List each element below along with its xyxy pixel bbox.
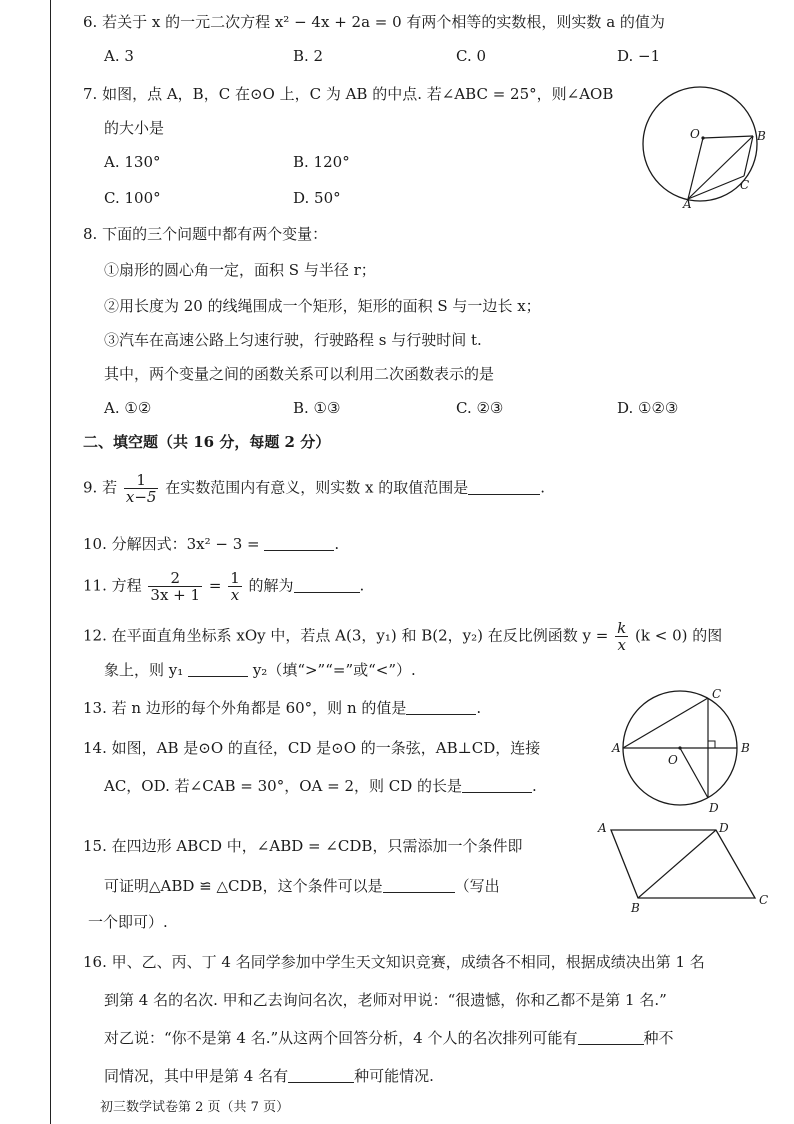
q12-line2 — [104, 660, 416, 680]
q15-line2 — [104, 876, 500, 896]
q11-line — [83, 570, 364, 603]
q14-center-dot — [678, 746, 681, 749]
q15-label-a: A — [598, 821, 607, 835]
q7-segment-ac — [688, 176, 744, 199]
q8-question: 其中，两个变量之间的函数关系可以利用二次函数表示的是 — [104, 365, 495, 383]
q16-answer-blank-2[interactable] — [288, 1068, 354, 1083]
q14-answer-blank[interactable] — [462, 778, 532, 793]
q16-line4 — [104, 1066, 434, 1086]
q9-fraction-den: x−5 — [125, 488, 157, 506]
q11-end: . — [359, 576, 365, 595]
q12-line2-a: 象上，则 y₁ — [104, 661, 184, 679]
q14-line2 — [104, 776, 537, 796]
q14-label-b: B — [741, 741, 750, 755]
q7-option-a: A. 130° — [104, 153, 161, 171]
q12-post: (k < 0) 的图 — [635, 626, 723, 645]
q9-line — [83, 472, 545, 505]
q11-fraction-left-den: 3x + 1 — [150, 586, 201, 604]
q10-line — [83, 534, 339, 554]
q13-end: . — [476, 699, 482, 717]
q16-line3-tail: 种不 — [643, 1029, 674, 1047]
q16-line3 — [104, 1028, 674, 1048]
q7-segment-ob — [703, 136, 753, 138]
q14-line1: 14. 如图，AB 是⊙O 的直径，CD 是⊙O 的一条弦，AB⊥CD，连接 — [83, 739, 541, 757]
q12-answer-blank[interactable] — [188, 662, 248, 677]
q12-pre: 12. 在平面直角坐标系 xOy 中，若点 A(3，y₁) 和 B(2，y₂) 在反比例函数 y = — [83, 626, 609, 645]
q6-stem: 6. 若关于 x 的一元二次方程 x² − 4x + 2a = 0 有两个相等的实数根，则实数 a 的值为 — [83, 13, 665, 31]
q6-option-c: C. 0 — [456, 47, 487, 65]
q7-segment-oa — [688, 138, 703, 199]
q14-circle-figure — [610, 688, 760, 818]
q12-line2-b: y₂（填“>”“=”或“<”）. — [252, 661, 416, 679]
q7-circle-figure — [640, 86, 770, 211]
q9-fraction — [124, 472, 159, 505]
q14-segment-ac — [623, 698, 708, 748]
page-footer: 初三数学试卷第 2 页（共 7 页） — [100, 1100, 290, 1115]
q6-option-b: B. 2 — [293, 47, 324, 65]
q11-fraction-right-den: x — [230, 586, 240, 604]
q12-fraction-num: k — [617, 619, 627, 637]
q13-answer-blank[interactable] — [406, 700, 476, 715]
binding-margin-line — [50, 0, 51, 1124]
q7-label-a: A — [683, 197, 692, 211]
q14-label-o: O — [668, 753, 678, 767]
q16-answer-blank-1[interactable] — [578, 1030, 644, 1045]
q11-pre: 11. 方程 — [83, 576, 142, 595]
q11-equals: = — [208, 576, 222, 595]
q8-item-1: ①扇形的圆心角一定，面积 S 与半径 r； — [104, 261, 376, 279]
q15-diagonal-bd — [638, 830, 716, 898]
q15-line2-tail: （写出 — [454, 877, 500, 895]
q15-quadrilateral-figure — [595, 820, 775, 915]
q7-label-c: C — [740, 178, 750, 192]
q16-line1: 16. 甲、乙、丙、丁 4 名同学参加中学生天文知识竞赛，成绩各不相同，根据成绩决出第 1 名 — [83, 953, 705, 971]
q9-end: . — [540, 478, 546, 497]
q16-line4-tail: 种可能情况. — [354, 1067, 434, 1085]
q14-end: . — [532, 777, 537, 795]
q16-line4-text: 同情况，其中甲是第 4 名有 — [104, 1067, 289, 1085]
q9-answer-blank[interactable] — [468, 480, 540, 495]
q8-option-c: C. ②③ — [456, 399, 504, 417]
q15-line3: 一个即可）. — [88, 913, 168, 931]
q16-line3-text: 对乙说：“你不是第 4 名.”从这两个回答分析，4 个人的名次排列可能有 — [104, 1029, 578, 1047]
q15-label-c: C — [759, 893, 769, 907]
q14-segment-od — [680, 748, 708, 798]
q7-stem: 7. 如图，点 A，B，C 在⊙O 上，C 为 AB 的中点. 若∠ABC = 25°，则∠AOB — [83, 85, 614, 103]
q7-label-o: O — [690, 127, 700, 141]
q12-line1 — [83, 620, 722, 653]
q10-answer-blank[interactable] — [264, 536, 334, 551]
q7-option-c: C. 100° — [104, 189, 161, 207]
q15-quadrilateral — [611, 830, 755, 898]
q15-line2-text: 可证明△ABD ≌ △CDB，这个条件可以是 — [104, 877, 383, 895]
q12-fraction — [615, 620, 628, 653]
q8-item-2: ②用长度为 20 的线绳围成一个矩形，矩形的面积 S 与一边长 x； — [104, 297, 541, 315]
q8-option-d: D. ①②③ — [617, 399, 679, 417]
q15-label-d: D — [719, 821, 729, 835]
q9-pre: 9. 若 — [83, 478, 118, 497]
q16-line2: 到第 4 名的名次. 甲和乙去询问名次，老师对甲说：“很遗憾，你和乙都不是第 1 名.” — [104, 991, 667, 1009]
q10-end: . — [334, 535, 340, 553]
q8-option-a: A. ①② — [104, 399, 152, 417]
q7-option-d: D. 50° — [293, 189, 341, 207]
q9-fraction-num: 1 — [124, 472, 159, 489]
q10-text: 10. 分解因式：3x² − 3 = — [83, 535, 260, 553]
q11-fraction-left — [148, 570, 202, 603]
q11-fraction-right — [228, 570, 242, 603]
q15-answer-blank[interactable] — [383, 878, 455, 893]
q11-fraction-left-num: 2 — [148, 570, 202, 587]
q7-segment-cb — [744, 136, 753, 176]
q11-answer-blank[interactable] — [294, 578, 360, 593]
q14-right-angle-mark — [708, 741, 715, 748]
q7-option-b: B. 120° — [293, 153, 350, 171]
q7-stem-cont: 的大小是 — [104, 119, 165, 137]
q8-stem: 8. 下面的三个问题中都有两个变量： — [83, 225, 328, 243]
q15-line1: 15. 在四边形 ABCD 中，∠ABD = ∠CDB，只需添加一个条件即 — [83, 837, 523, 855]
q12-fraction-den: x — [617, 636, 626, 654]
q7-label-b: B — [757, 129, 766, 143]
q11-post: 的解为 — [248, 576, 294, 595]
q6-option-a: A. 3 — [104, 47, 134, 65]
q14-label-d: D — [709, 801, 719, 815]
q8-item-3: ③汽车在高速公路上匀速行驶，行驶路程 s 与行驶时间 t. — [104, 331, 482, 349]
q14-line2-text: AC，OD. 若∠CAB = 30°，OA = 2，则 CD 的长是 — [104, 777, 463, 795]
q9-post: 在实数范围内有意义，则实数 x 的取值范围是 — [165, 478, 469, 497]
q15-label-b: B — [631, 901, 640, 915]
q7-center-dot — [701, 136, 704, 139]
q13-line — [83, 698, 481, 718]
q14-label-a: A — [612, 741, 621, 755]
q13-text: 13. 若 n 边形的每个外角都是 60°，则 n 的值是 — [83, 699, 407, 717]
q14-label-c: C — [712, 687, 722, 701]
section-fill-in-title: 二、填空题（共 16 分，每题 2 分） — [83, 433, 331, 451]
q11-fraction-right-num: 1 — [230, 569, 240, 587]
q8-option-b: B. ①③ — [293, 399, 341, 417]
q6-option-d: D. −1 — [617, 47, 661, 65]
